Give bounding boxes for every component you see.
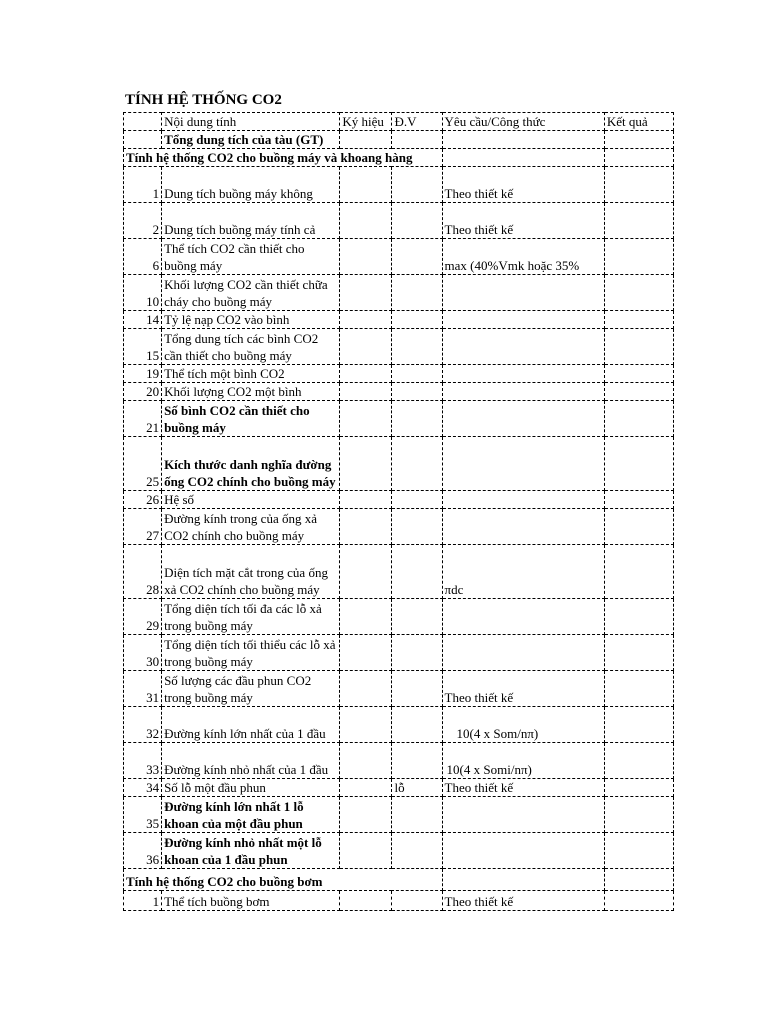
row-content: Tổng dung tích các bình CO2 cần thiết cho buồng máy (162, 329, 340, 365)
row-symbol (340, 743, 392, 779)
row-unit (392, 509, 442, 545)
row-symbol (340, 491, 392, 509)
row-formula (442, 365, 604, 383)
row-symbol (340, 599, 392, 635)
row-result (604, 437, 673, 491)
row-result (604, 509, 673, 545)
table-header-row (124, 113, 674, 131)
row-unit (392, 743, 442, 779)
row-result (604, 131, 673, 149)
row-result (604, 365, 673, 383)
row-result (604, 239, 673, 275)
row-formula (442, 509, 604, 545)
row-unit (392, 707, 442, 743)
section-heading: Tính hệ thống CO2 cho buồng máy và khoang hàng (124, 149, 443, 167)
co2-calculation-table (123, 112, 674, 911)
header-num-cell (124, 113, 162, 131)
table-row (124, 491, 674, 509)
table-row (124, 869, 674, 891)
row-formula: max (40%Vmk hoặc 35% (442, 239, 604, 275)
row-unit (392, 275, 442, 311)
row-symbol (340, 797, 392, 833)
row-unit (392, 383, 442, 401)
row-content: Khối lượng CO2 một bình (162, 383, 340, 401)
row-number: 34 (124, 779, 162, 797)
row-unit: lỗ (392, 779, 442, 797)
row-unit (392, 833, 442, 869)
row-number: 14 (124, 311, 162, 329)
row-formula: πdc (442, 545, 604, 599)
table-row (124, 779, 674, 797)
table-row (124, 275, 674, 311)
table-row (124, 365, 674, 383)
row-formula (442, 599, 604, 635)
row-number: 32 (124, 707, 162, 743)
row-number: 20 (124, 383, 162, 401)
row-number: 35 (124, 797, 162, 833)
table-row (124, 833, 674, 869)
row-symbol (340, 671, 392, 707)
row-result (604, 545, 673, 599)
row-number: 21 (124, 401, 162, 437)
row-unit (392, 491, 442, 509)
header-formula: Yêu cầu/Công thức (442, 113, 604, 131)
document-title: TÍNH HỆ THỐNG CO2 (125, 92, 282, 108)
table-row (124, 131, 674, 149)
row-unit (392, 329, 442, 365)
row-symbol (340, 311, 392, 329)
row-unit (392, 671, 442, 707)
row-formula: Theo thiết kế (442, 891, 604, 911)
row-unit (392, 203, 442, 239)
row-unit (392, 891, 442, 911)
row-formula (442, 491, 604, 509)
row-result (604, 743, 673, 779)
formula-cell (442, 149, 604, 167)
row-number: 36 (124, 833, 162, 869)
row-unit (392, 239, 442, 275)
row-unit (392, 167, 442, 203)
row-number (124, 131, 162, 149)
row-result (604, 401, 673, 437)
row-number: 1 (124, 167, 162, 203)
row-result (604, 491, 673, 509)
row-formula (442, 833, 604, 869)
formula-cell (442, 869, 604, 891)
table-row (124, 401, 674, 437)
row-symbol (340, 239, 392, 275)
row-number: 25 (124, 437, 162, 491)
row-result (604, 311, 673, 329)
result-cell (604, 149, 673, 167)
row-content: Thể tích một bình CO2 (162, 365, 340, 383)
row-formula: Theo thiết kế (442, 203, 604, 239)
row-content: Dung tích buồng máy tính cả (162, 203, 340, 239)
table-row (124, 509, 674, 545)
row-content: Thể tích CO2 cần thiết cho buồng máy (162, 239, 340, 275)
row-number: 2 (124, 203, 162, 239)
row-symbol (340, 891, 392, 911)
row-formula (442, 131, 604, 149)
row-symbol (340, 383, 392, 401)
row-result (604, 599, 673, 635)
row-formula (442, 329, 604, 365)
row-symbol (340, 329, 392, 365)
table-row (124, 707, 674, 743)
table-row (124, 203, 674, 239)
row-symbol (340, 167, 392, 203)
row-formula: Theo thiết kế (442, 167, 604, 203)
header-unit: Đ.V (392, 113, 442, 131)
table-row (124, 743, 674, 779)
header-result: Kết quả (604, 113, 673, 131)
header-content: Nội dung tính (162, 113, 340, 131)
row-number: 6 (124, 239, 162, 275)
row-content: Đường kính nhỏ nhất một lỗ khoan của 1 đầu phun (162, 833, 340, 869)
row-formula: Theo thiết kế (442, 671, 604, 707)
table-row (124, 329, 674, 365)
table-row (124, 167, 674, 203)
row-content: Tổng diện tích tối đa các lỗ xả trong buồng máy (162, 599, 340, 635)
row-symbol (340, 509, 392, 545)
row-content: Thể tích buồng bơm (162, 891, 340, 911)
row-formula: Theo thiết kế (442, 779, 604, 797)
row-symbol (340, 545, 392, 599)
row-result (604, 833, 673, 869)
row-result (604, 707, 673, 743)
row-symbol (340, 365, 392, 383)
row-result (604, 167, 673, 203)
row-result (604, 635, 673, 671)
row-symbol (340, 707, 392, 743)
row-result (604, 329, 673, 365)
table-body (124, 113, 674, 911)
row-unit (392, 131, 442, 149)
row-unit (392, 401, 442, 437)
row-formula: 10(4 x Somi/nπ) (442, 743, 604, 779)
row-content: Đường kính trong của ống xả CO2 chính cho buồng máy (162, 509, 340, 545)
row-unit (392, 311, 442, 329)
row-number: 27 (124, 509, 162, 545)
row-formula (442, 275, 604, 311)
row-unit (392, 545, 442, 599)
row-unit (392, 599, 442, 635)
row-formula (442, 383, 604, 401)
row-formula (442, 437, 604, 491)
row-result (604, 383, 673, 401)
row-unit (392, 635, 442, 671)
row-number: 26 (124, 491, 162, 509)
table-row (124, 599, 674, 635)
result-cell (604, 869, 673, 891)
row-number: 30 (124, 635, 162, 671)
row-symbol (340, 833, 392, 869)
row-formula: 10(4 x Som/nπ) (442, 707, 604, 743)
row-result (604, 779, 673, 797)
row-number: 15 (124, 329, 162, 365)
table-row (124, 311, 674, 329)
row-formula (442, 797, 604, 833)
row-number: 10 (124, 275, 162, 311)
row-symbol (340, 437, 392, 491)
table-row (124, 671, 674, 707)
row-number: 28 (124, 545, 162, 599)
row-result (604, 275, 673, 311)
row-content: Tỷ lệ nạp CO2 vào bình (162, 311, 340, 329)
row-content: Đường kính lớn nhất của 1 đầu (162, 707, 340, 743)
row-symbol (340, 635, 392, 671)
row-symbol (340, 131, 392, 149)
row-number: 33 (124, 743, 162, 779)
row-unit (392, 437, 442, 491)
row-result (604, 891, 673, 911)
row-result (604, 671, 673, 707)
row-number: 1 (124, 891, 162, 911)
row-content: Khối lượng CO2 cần thiết chữa cháy cho buồng máy (162, 275, 340, 311)
row-content: Kích thước danh nghĩa đường ống CO2 chính cho buồng máy (162, 437, 340, 491)
table-row (124, 635, 674, 671)
row-number: 31 (124, 671, 162, 707)
row-number: 19 (124, 365, 162, 383)
row-content: Diện tích mặt cắt trong của ống xả CO2 chính cho buồng máy (162, 545, 340, 599)
row-formula (442, 401, 604, 437)
header-symbol: Ký hiệu (340, 113, 392, 131)
row-formula (442, 311, 604, 329)
table-row (124, 797, 674, 833)
row-content: Dung tích buồng máy không (162, 167, 340, 203)
row-result (604, 203, 673, 239)
row-symbol (340, 401, 392, 437)
table-row (124, 437, 674, 491)
row-symbol (340, 779, 392, 797)
row-content: Đường kính nhỏ nhất của 1 đầu (162, 743, 340, 779)
table-row (124, 383, 674, 401)
table-row (124, 545, 674, 599)
row-content: Đường kính lớn nhất 1 lỗ khoan của một đầu phun (162, 797, 340, 833)
row-content: Số bình CO2 cần thiết cho buồng máy (162, 401, 340, 437)
row-symbol (340, 203, 392, 239)
row-result (604, 797, 673, 833)
row-unit (392, 365, 442, 383)
row-content: Số lượng các đầu phun CO2 trong buồng máy (162, 671, 340, 707)
section-heading: Tính hệ thống CO2 cho buồng bơm (124, 869, 443, 891)
row-content: Tổng diện tích tối thiểu các lỗ xả trong buồng máy (162, 635, 340, 671)
row-symbol (340, 275, 392, 311)
row-number: 29 (124, 599, 162, 635)
row-content: Tổng dung tích của tàu (GT) (162, 131, 340, 149)
row-content: Số lỗ một đầu phun (162, 779, 340, 797)
table-row (124, 891, 674, 911)
row-formula (442, 635, 604, 671)
row-unit (392, 797, 442, 833)
table-row (124, 149, 674, 167)
row-content: Hệ số (162, 491, 340, 509)
table-row (124, 239, 674, 275)
